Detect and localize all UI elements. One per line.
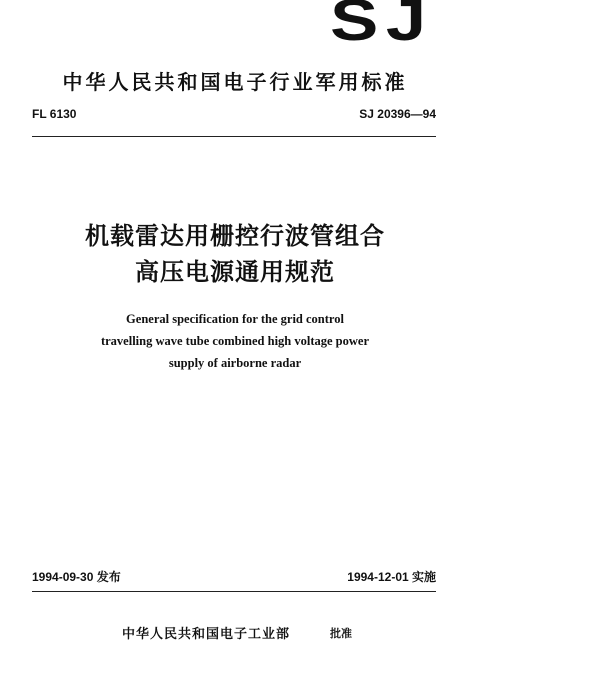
standard-codes-row <box>32 107 436 121</box>
issue-date: 1994-09-30 发布 <box>32 570 121 584</box>
sj-logo: SJ <box>330 0 434 53</box>
classification-code: FL 6130 <box>32 107 77 121</box>
title-en-line1: General specification for the grid control <box>126 312 344 326</box>
title-en-line2: travelling wave tube combined high voltage power <box>100 334 370 348</box>
dates-row <box>32 568 436 585</box>
standard-number: SJ 20396—94 <box>359 107 436 121</box>
document-title-cn-line1: 机载雷达用栅控行波管组合 <box>85 222 385 250</box>
title-en-line3: supply of airborne radar <box>168 356 302 370</box>
effective-date: 1994-12-01 实施 <box>347 570 436 584</box>
document-title-cn-line2: 高压电源通用规范 <box>135 258 335 286</box>
bottom-divider <box>32 591 436 592</box>
top-divider <box>32 136 436 137</box>
issuing-authority: 中华人民共和国电子工业部 <box>122 627 291 642</box>
approval-label: 批准 <box>330 627 352 640</box>
document-title-en <box>40 308 430 374</box>
standard-category-title: 中华人民共和国电子行业军用标准 <box>62 70 408 94</box>
